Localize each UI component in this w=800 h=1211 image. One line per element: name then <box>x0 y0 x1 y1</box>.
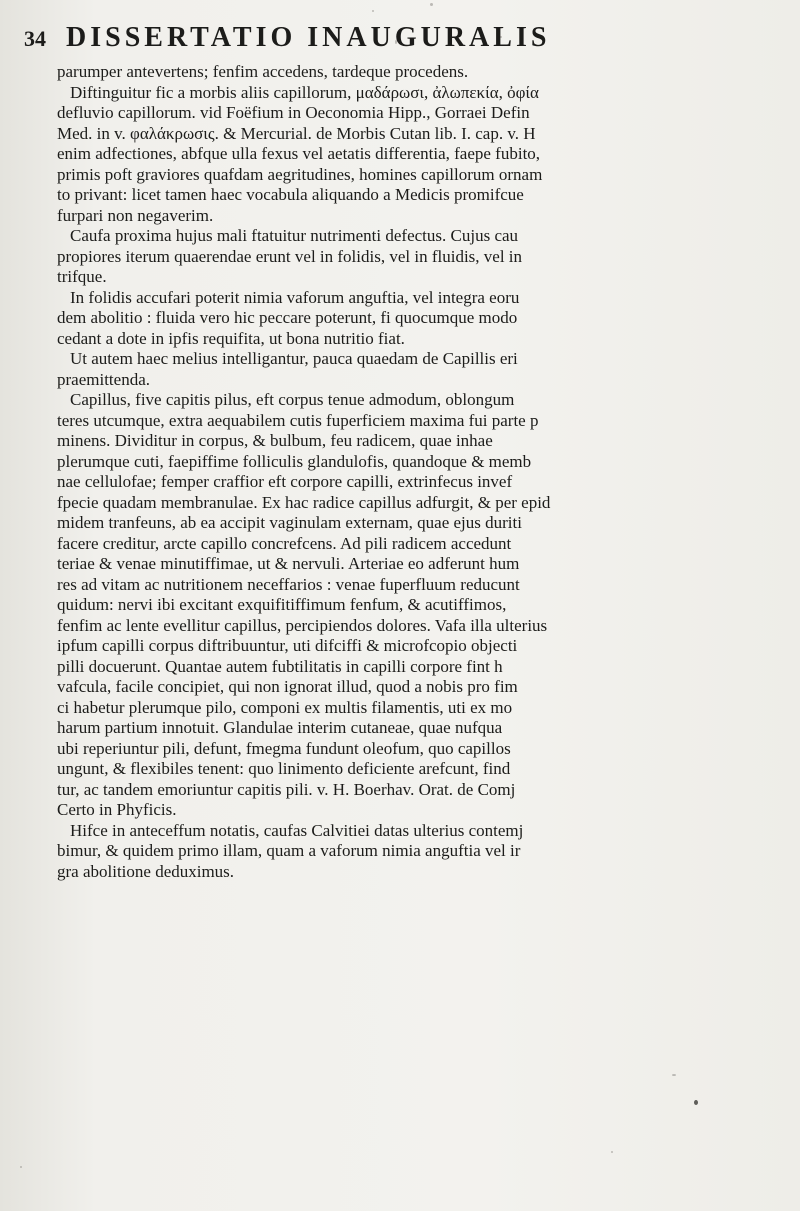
text-line: facere creditur, arcte capillo concrefcens. Ad pili radicem accedunt <box>57 533 512 553</box>
text-line: dem abolitio : fluida vero hic peccare poterunt, fi quocumque modo <box>57 308 518 327</box>
text-line: bimur, & quidem primo illam, quam a vaforum nimia anguftia vel ir <box>57 841 521 860</box>
body-text <box>57 62 800 882</box>
text-line: furpari non negaverim. <box>57 205 214 225</box>
text-line: Hifce in anteceffum notatis, caufas Calvitiei datas ulterius contemj <box>70 820 524 840</box>
text-line: fenfim ac lente evellitur capillus, percipiendos dolores. Vafa illa ulterius <box>57 615 548 635</box>
text-line: Capillus, five capitis pilus, eft corpus tenue admodum, oblongum <box>70 390 515 409</box>
text-line: enim adfectiones, abfque ulla fexus vel aetatis differentia, faepe fubito, <box>57 144 541 163</box>
text-line: praemittenda. <box>57 369 150 389</box>
text-line: tur, ac tandem emoriuntur capitis pili. v. H. Boerhav. Orat. de Comj <box>57 779 516 799</box>
paper-speck <box>430 3 433 6</box>
text-line: parumper antevertens; fenfim accedens, tardeque procedens. <box>57 62 469 81</box>
text-line: nae cellulofae; femper craffior eft corpore capilli, extrinfecus invef <box>57 472 513 491</box>
text-line: gra abolitione deduximus. <box>57 861 235 881</box>
text-line: Ut autem haec melius intelligantur, pauca quaedam de Capillis eri <box>70 349 518 368</box>
text-line: res ad vitam ac nutritionem neceffarios : venae fuperfluum reducunt <box>57 574 520 594</box>
text-line: fpecie quadam membranulae. Ex hac radice capillus adfurgit, & per epid <box>57 492 551 512</box>
text-line: teriae & venae minutiffimae, ut & nervuli. Arteriae eo adferunt hum <box>57 554 520 573</box>
text-line: defluvio capillorum. vid Foëfium in Oeconomia Hipp., Gorraei Defin <box>57 103 530 122</box>
text-line: vafcula, facile concipiet, qui non ignorat illud, quod a nobis pro fim <box>57 677 518 696</box>
text-line: minens. Dividitur in corpus, & bulbum, feu radicem, quae inhae <box>57 431 493 450</box>
page-number: 34 <box>24 26 46 51</box>
text-line: ipfum capilli corpus diftribuuntur, uti difciffi & microfcopio objecti <box>57 636 518 655</box>
text-line: propiores iterum quaerendae erunt vel in folidis, vel in fluidis, vel in <box>57 246 523 266</box>
text-line: midem tranfeuns, ab ea accipit vaginulam externam, quae ejus duriti <box>57 513 522 532</box>
text-line: Certo in Phyficis. <box>57 800 177 819</box>
text-line: Diftinguitur fic a morbis aliis capillorum, μαδάρωσι, ἀλωπεκία, ὀφία <box>70 82 539 102</box>
text-line: trifque. <box>57 267 107 286</box>
paper-speck <box>20 1166 22 1168</box>
text-line: cedant a dote in ipfis requifita, ut bona nutritio fiat. <box>57 328 405 348</box>
paper-speck <box>694 1100 698 1105</box>
paper-speck <box>372 10 374 12</box>
text-line: Caufa proxima hujus mali ftatuitur nutrimenti defectus. Cujus cau <box>70 226 519 245</box>
text-line: primis poft graviores quafdam aegritudines, homines capillorum ornam <box>57 164 543 184</box>
text-line: ungunt, & flexibiles tenent: quo linimento deficiente arefcunt, find <box>57 759 511 778</box>
text-line: In folidis accufari poterit nimia vaforum anguftia, vel integra eoru <box>70 287 520 307</box>
text-line: Med. in v. φαλάκρωσις. & Mercurial. de Morbis Cutan lib. I. cap. v. H <box>57 123 536 143</box>
paper-speck <box>672 1074 676 1076</box>
text-line: ci habetur plerumque pilo, componi ex multis filamentis, uti ex mo <box>57 697 513 717</box>
text-line: quidum: nervi ibi excitant exquifitiffimum fenfum, & acutiffimos, <box>57 595 507 614</box>
text-line: plerumque cuti, faepiffime folliculis glandulofis, quandoque & memb <box>57 451 532 471</box>
page-header <box>24 22 800 54</box>
text-line: to privant: licet tamen haec vocabula aliquando a Medicis promifcue <box>57 185 524 204</box>
text-line: pilli docuerunt. Quantae autem fubtilitatis in capilli corpore fint h <box>57 656 503 676</box>
paper-speck <box>611 1151 613 1153</box>
running-title: DISSERTATIO INAUGURALIS <box>66 22 551 53</box>
text-line: teres utcumque, extra aequabilem cutis fuperficiem maxima fui parte p <box>57 410 539 430</box>
text-line: ubi reperiuntur pili, defunt, fmegma fundunt oleofum, quo capillos <box>57 738 511 758</box>
text-line: harum partium innotuit. Glandulae interim cutaneae, quae nufqua <box>57 718 503 737</box>
